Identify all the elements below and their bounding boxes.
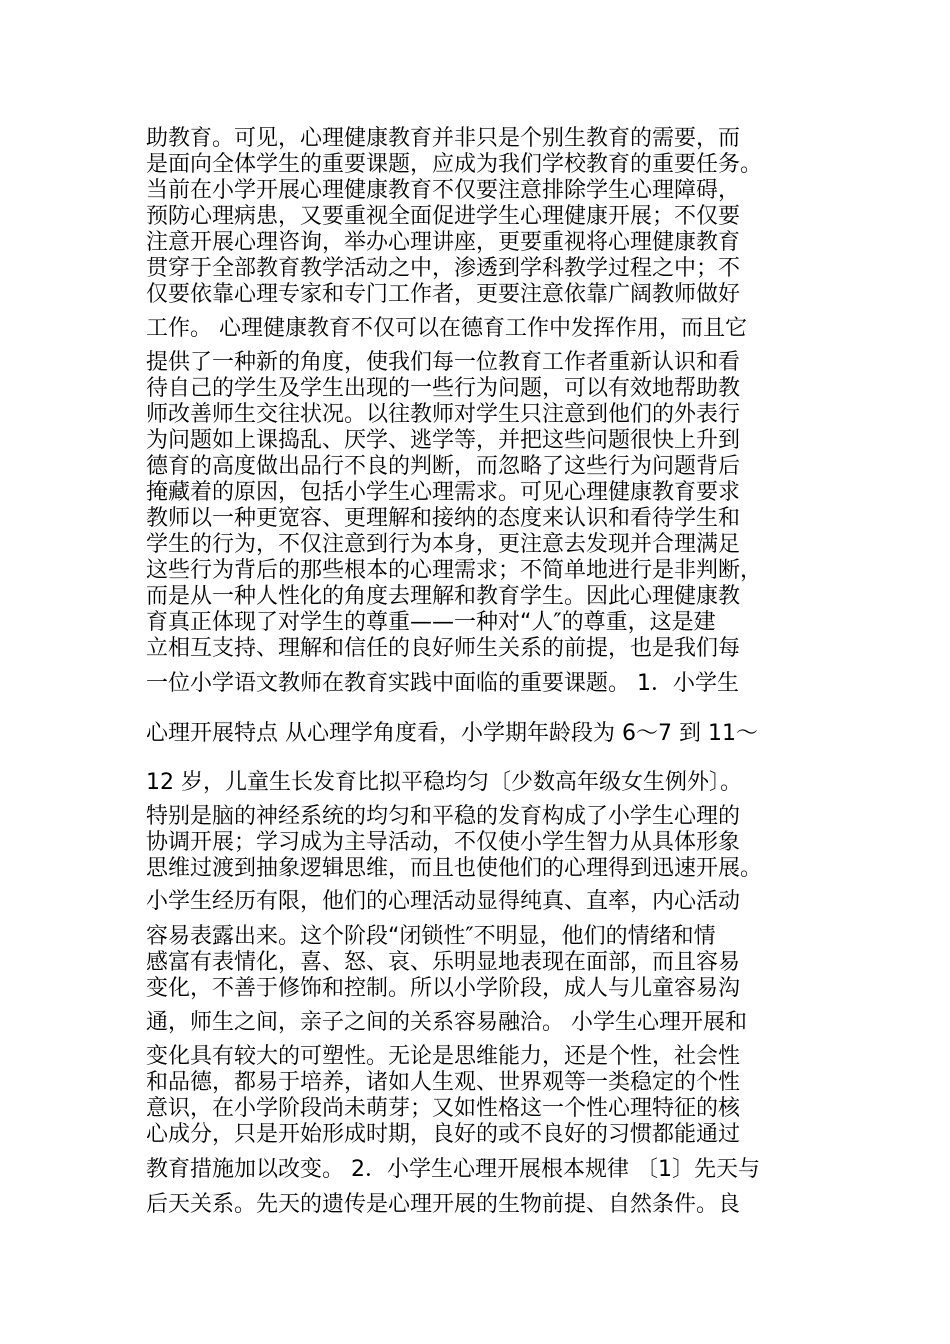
text-line: 意识，在小学阶段尚未萌芽；又如性格这一个性心理特征的核: [146, 1096, 741, 1121]
text-line: 仅要依靠心理专家和专门工作者，更要注意依靠广阔教师做好: [146, 282, 741, 307]
text-line: 掩藏着的原因，包括小学生心理需求。可见心理健康教育要求: [146, 480, 741, 505]
text-line: 育真正体现了对学生的尊重——一种对“人″的尊重，这是建: [146, 610, 716, 635]
text-line: 后天关系。先天的遗传是心理开展的生物前提、自然条件。良: [146, 1192, 741, 1217]
text-line: 小学生经历有限，他们的心理活动显得纯真、直率，内心活动: [146, 889, 741, 914]
text-line: 变化具有较大的可塑性。无论是思维能力，还是个性，社会性: [146, 1044, 741, 1069]
text-line: 心成分，只是开始形成时期，良好的或不良好的习惯都能通过: [146, 1122, 741, 1147]
text-line: 这些行为背后的那些根本的心理需求；不简单地进行是非判断，: [146, 558, 763, 583]
text-line: 预防心理病患，又要重视全面促进学生心理健康开展；不仅要: [146, 204, 741, 229]
text-line: 一位小学语文教师在教育实践中面临的重要课题。 1．小学生: [146, 671, 739, 696]
text-line: 德育的高度做出品行不良的判断，而忽略了这些行为问题背后: [146, 454, 741, 479]
text-line: 容易表露出来。这个阶段“闭锁性″不明显，他们的情绪和情: [146, 924, 716, 949]
text-line: 感富有表情化，喜、怒、哀、乐明显地表现在面部，而且容易: [146, 950, 741, 975]
text-line: 提供了一种新的角度，使我们每一位教育工作者重新认识和看: [146, 350, 741, 375]
text-line: 注意开展心理咨询，举办心理讲座，更要重视将心理健康教育: [146, 230, 741, 255]
text-line: 通，师生之间，亲子之间的关系容易融洽。 小学生心理开展和: [146, 1010, 747, 1035]
text-line: 心理开展特点 从心理学角度看，小学期年龄段为 6～7 到 11～: [146, 721, 758, 746]
text-line: 当前在小学开展心理健康教育不仅要注意排除学生心理障碍，: [146, 178, 741, 203]
text-line: 教师以一种更宽容、更理解和接纳的态度来认识和看待学生和: [146, 506, 741, 531]
text-line: 助教育。可见，心理健康教育并非只是个别生教育的需要，而: [146, 126, 741, 151]
text-line: 变化，不善于修饰和控制。所以小学阶段，成人与儿童容易沟: [146, 976, 741, 1001]
text-line: 师改善师生交往状况。以往教师对学生只注意到他们的外表行: [146, 402, 741, 427]
text-line: 教育措施加以改变。 2．小学生心理开展根本规律 〔1〕先天与: [146, 1157, 760, 1182]
text-line: 为问题如上课捣乱、厌学、逃学等，并把这些问题很快上升到: [146, 428, 741, 453]
text-line: 立相互支持、理解和信任的良好师生关系的前提，也是我们每: [146, 636, 741, 661]
text-line: 工作。 心理健康教育不仅可以在德育工作中发挥作用，而且它: [146, 316, 747, 341]
text-line: 是面向全体学生的重要课题，应成为我们学校教育的重要任务。: [146, 152, 763, 177]
text-line: 待自己的学生及学生出现的一些行为问题，可以有效地帮助教: [146, 376, 741, 401]
text-line: 和品德，都易于培养，诸如人生观、世界观等一类稳定的个性: [146, 1070, 741, 1095]
text-line: 思维过渡到抽象逻辑思维，而且也使他们的心理得到迅速开展。: [146, 856, 763, 881]
text-line: 学生的行为，不仅注意到行为本身，更注意去发现并合理满足: [146, 532, 741, 557]
text-line: 特别是脑的神经系统的均匀和平稳的发育构成了小学生心理的: [146, 804, 741, 829]
text-line: 协调开展；学习成为主导活动，不仅使小学生智力从具体形象: [146, 830, 741, 855]
text-line: 12 岁，儿童生长发育比拟平稳均匀〔少数高年级女生例外〕。: [146, 770, 742, 795]
text-line: 而是从一种人性化的角度去理解和教育学生。因此心理健康教: [146, 584, 741, 609]
text-line: 贯穿于全部教育教学活动之中，渗透到学科教学过程之中；不: [146, 256, 741, 281]
